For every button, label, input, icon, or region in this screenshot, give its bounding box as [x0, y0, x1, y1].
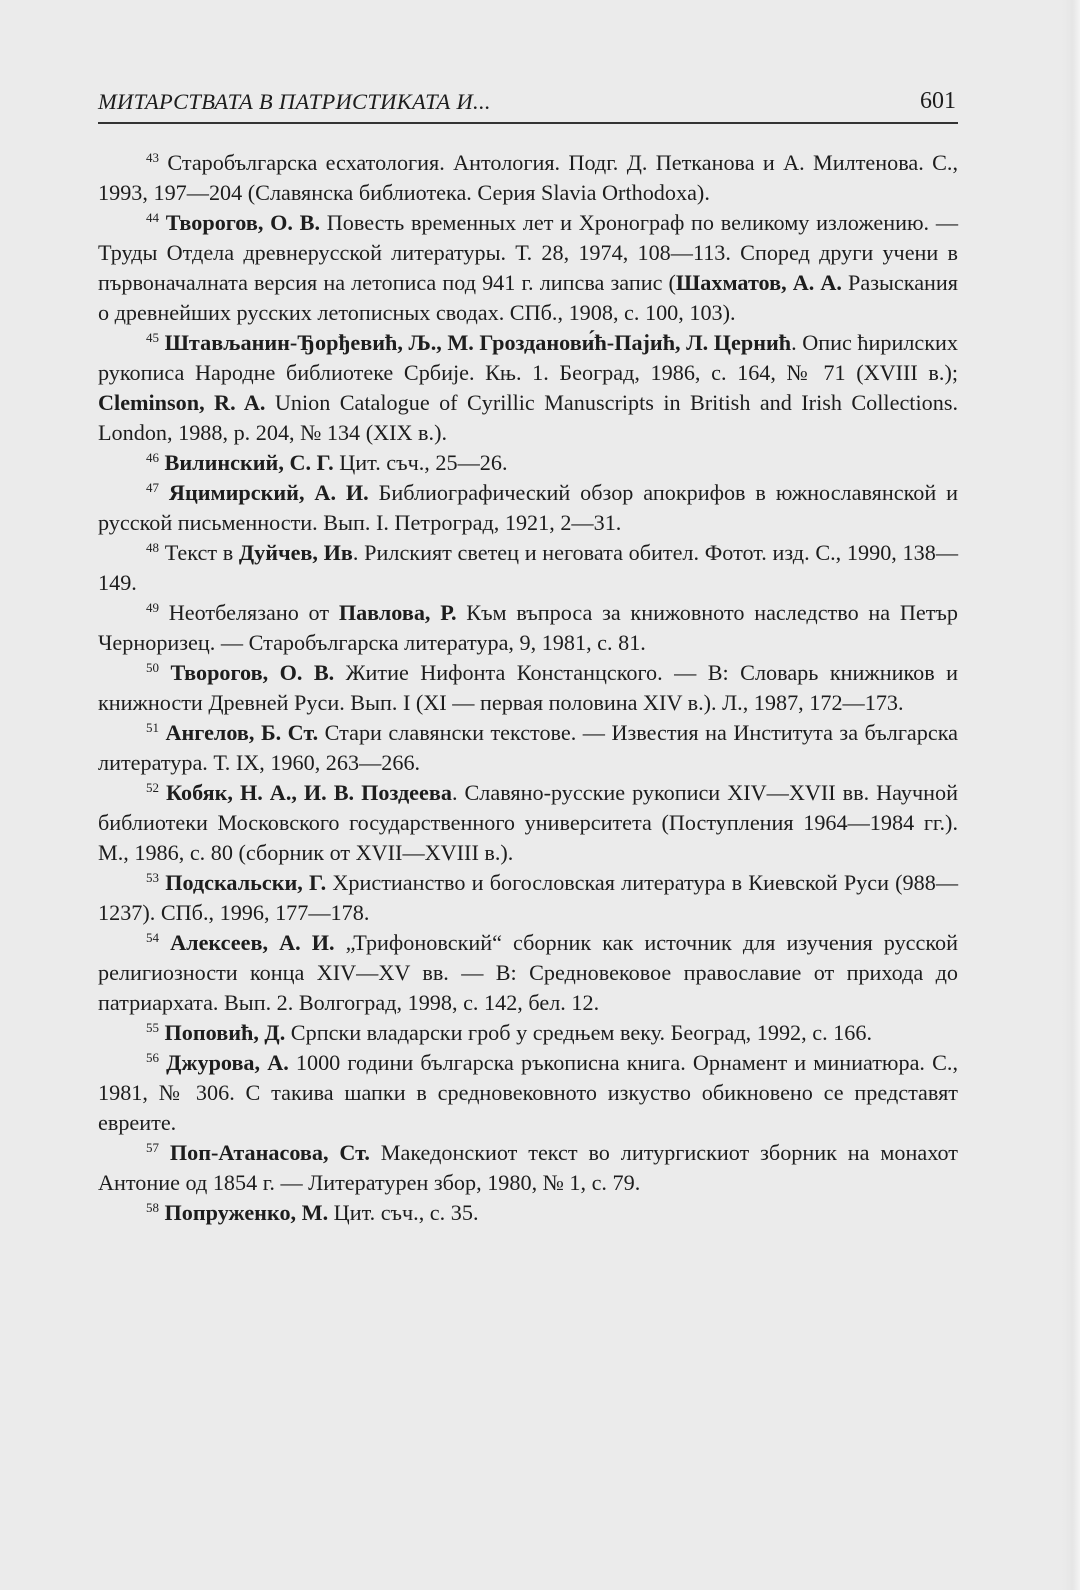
footnote-author: Джурова, А. — [166, 1050, 289, 1075]
footnote-author: Штављанин-Ђорђевић, Љ., М. Грозданови́ћ-Пајић, Л. Цернић — [164, 330, 792, 355]
footnote-author: Шахматов, А. А. — [675, 270, 842, 295]
footnote-number: 46 — [146, 450, 159, 465]
footnote-text: Житие Нифонта Констанцского. — В: Словарь книжников и книжности Древней Руси. Вып. I (XI — первая половина XIV в.). Л., 1987, 172—173. — [98, 660, 959, 715]
footnote-text: Христианство и богословская литература в Киевской Руси (988—1237). СПб., 1996, 177—178. — [98, 870, 959, 925]
footnote-text: Union Catalogue of Cyrillic Manuscripts in British and Irish Collections. London, 1988, p. 204, № 134 (XIX в.). — [98, 390, 958, 445]
footnote-44 — [98, 208, 958, 328]
footnote-author: Творогов, О. В. — [165, 210, 320, 235]
footnote-48 — [98, 538, 958, 598]
footnote-54 — [98, 928, 958, 1018]
footnote-author: Ангелов, Б. Ст. — [165, 720, 319, 745]
footnote-text: . Рилският светец и неговата обител. Фотот. изд. С., 1990, 138—149. — [98, 540, 959, 595]
footnote-author: Кобяк, Н. А., И. В. Поздеева — [166, 780, 452, 805]
footnote-43 — [98, 148, 958, 208]
footnote-author: Творогов, О. В. — [170, 660, 335, 685]
footnote-author: Подскальски, Г. — [165, 870, 327, 895]
footnote-46 — [98, 448, 958, 478]
footnote-text: Повесть временных лет и Хронограф по великому изложению. — Труды Отдела древнерусской литературы. Т. 28, 1974, 108—113. Според други учени в първоначалната версия на летописа под 941 г. липсва запис ( — [98, 210, 959, 295]
footnotes-list — [98, 148, 958, 1228]
footnote-author: Cleminson, R. A. — [98, 390, 266, 415]
footnote-57 — [98, 1138, 958, 1198]
footnote-text: Старобългарска есхатология. Антология. Подг. Д. Петканова и А. Милтенова. С., 1993, 197—204 (Славянска библиотека. Серия Slavia Orthodoxa). — [98, 150, 959, 205]
footnote-author: Вилинский, С. Г. — [164, 450, 334, 475]
footnote-45 — [98, 328, 958, 448]
footnote-number: 58 — [146, 1200, 159, 1215]
footnote-47 — [98, 478, 958, 538]
footnote-number: 51 — [146, 720, 159, 735]
footnote-text: Към въпроса за книжовното наследство на Петър Черноризец. — Старобългарска литература, 9, 1981, с. 81. — [98, 600, 958, 655]
footnote-number: 52 — [146, 780, 159, 795]
footnote-text: Српски владарски гроб у средњем веку. Београд, 1992, с. 166. — [285, 1020, 872, 1045]
page-edge-shadow — [1062, 0, 1080, 1590]
footnote-text: Цит. съч., с. 35. — [328, 1200, 479, 1225]
footnote-number: 53 — [146, 870, 159, 885]
footnote-51 — [98, 718, 958, 778]
footnote-text: „Трифоновский“ сборник как источник для изучения русской религиозности конца XIV—XV вв. — В: Средновековое православие от прихода до патриархата. Вып. 2. Волгоград, 1998, с. 142, бел. 12. — [98, 930, 958, 1015]
footnote-number: 57 — [146, 1140, 159, 1155]
footnote-number: 47 — [146, 480, 159, 495]
footnote-number: 48 — [146, 540, 159, 555]
footnote-number: 44 — [146, 210, 159, 225]
footnote-number: 56 — [146, 1050, 159, 1065]
footnote-text: Македонскиот текст во литургискиот зборник на монахот Антоние од 1854 г. — Литературен збор, 1980, № 1, с. 79. — [98, 1140, 958, 1195]
page-number: 601 — [920, 88, 956, 114]
footnote-50 — [98, 658, 958, 718]
footnote-number: 43 — [146, 150, 159, 165]
footnote-author: Поп-Атанасова, Ст. — [169, 1140, 370, 1165]
footnote-58 — [98, 1198, 958, 1228]
footnote-53 — [98, 868, 958, 928]
footnote-author: Алексеев, А. И. — [170, 930, 335, 955]
footnote-text: Текст в — [164, 540, 239, 565]
footnote-number: 49 — [146, 600, 159, 615]
footnote-author: Поповић, Д. — [164, 1020, 286, 1045]
footnote-number: 45 — [146, 330, 159, 345]
running-header — [98, 88, 958, 124]
footnote-55 — [98, 1018, 958, 1048]
footnote-number: 54 — [146, 930, 159, 945]
footnote-text: Неотбелязано от — [168, 600, 339, 625]
footnote-56 — [98, 1048, 958, 1138]
footnote-text: . Славяно-русские рукописи XIV—XVII вв. Научной библиотеки Московского государственного университета (Поступления 1964—1984 гг.). М., 1986, с. 80 (сборник от XVII—XVIII в.). — [98, 780, 958, 865]
footnote-text: 1000 години българска ръкописна книга. Орнамент и миниатюра. С., 1981, № 306. С такива шапки в средновековното изкуство обикновено се представят евреите. — [98, 1050, 958, 1135]
footnote-text: Разыскания о древнейших русских летописных сводах. СПб., 1908, с. 100, 103). — [98, 270, 958, 325]
footnote-author: Дуйчев, Ив — [238, 540, 353, 565]
footnote-text: Стари славянски текстове. — Известия на Института за българска литература. Т. IX, 1960, 263—266. — [98, 720, 958, 775]
footnote-52 — [98, 778, 958, 868]
footnote-author: Попруженко, М. — [164, 1200, 329, 1225]
footnote-text: Цит. съч., 25—26. — [333, 450, 508, 475]
footnote-text: . Опис ћирилских рукописа Народне библиотеке Србије. Књ. 1. Београд, 1986, с. 164, № 71 (XVIII в.); — [98, 330, 959, 385]
footnote-number: 55 — [146, 1020, 159, 1035]
book-page — [98, 88, 958, 1228]
footnote-author: Павлова, Р. — [338, 600, 457, 625]
footnote-49 — [98, 598, 958, 658]
footnote-text: Библиографический обзор апокрифов в южнославянской и русской письменности. Вып. I. Петроград, 1921, 2—31. — [98, 480, 958, 535]
footnote-author: Яцимирский, А. И. — [168, 480, 369, 505]
running-title: МИТАРСТВАТА В ПАТРИСТИКАТА И... — [98, 89, 491, 114]
footnote-number: 50 — [146, 660, 159, 675]
